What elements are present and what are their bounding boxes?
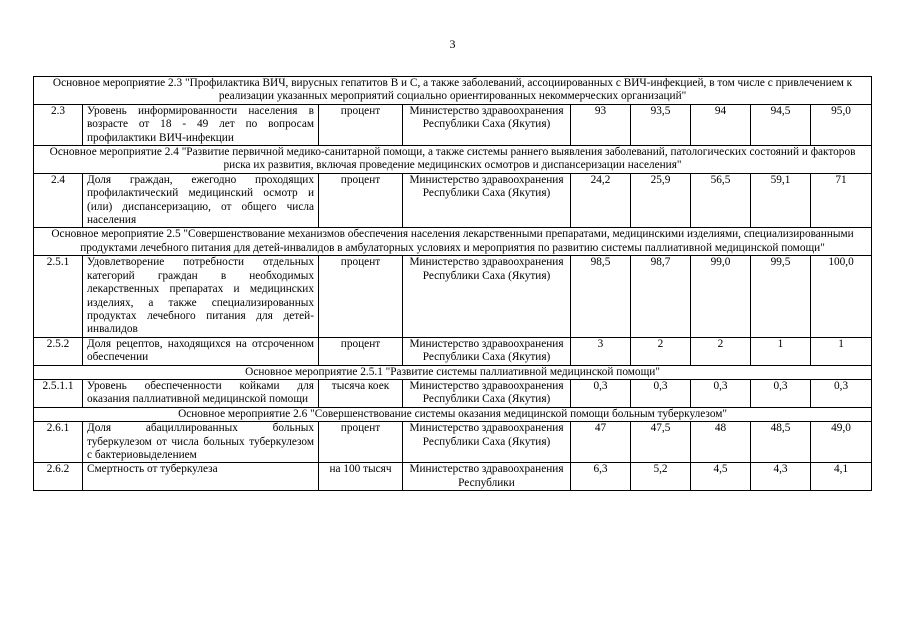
section-title: Основное мероприятие 2.5.1 "Развитие системы паллиативной медицинской помощи" (34, 365, 872, 379)
value-cell: 49,0 (811, 422, 872, 463)
executor: Министерство здравоохранения Республики (403, 463, 571, 491)
value-cell: 94 (691, 104, 751, 145)
executor: Министерство здравоохранения Республики Саха (Якутия) (403, 173, 571, 228)
unit-of-measure: тысяча коек (319, 379, 403, 407)
value-cell: 48 (691, 422, 751, 463)
section-title: Основное мероприятие 2.5 "Совершенствование механизмов обеспечения населения лекарственными препаратами, медицинскими изделиями, специализированными продуктами лечебного питания для детей-инвалидов в амбулаторных условиях и мероприятия по развитию системы паллиативной медицинской помощи" (34, 228, 872, 256)
value-cell: 0,3 (631, 379, 691, 407)
table-row (34, 379, 872, 407)
row-number: 2.6.1 (34, 422, 83, 463)
unit-of-measure: на 100 тысяч (319, 463, 403, 491)
value-cell: 6,3 (571, 463, 631, 491)
unit-of-measure: процент (319, 104, 403, 145)
indicator-name: Уровень обеспеченности койками для оказания паллиативной медицинской помощи (83, 379, 319, 407)
executor: Министерство здравоохранения Республики Саха (Якутия) (403, 379, 571, 407)
value-cell: 56,5 (691, 173, 751, 228)
section-row (34, 77, 872, 105)
row-number: 2.5.2 (34, 337, 83, 365)
value-cell: 2 (631, 337, 691, 365)
executor: Министерство здравоохранения Республики Саха (Якутия) (403, 256, 571, 337)
unit-of-measure: процент (319, 337, 403, 365)
value-cell: 98,5 (571, 256, 631, 337)
section-row (34, 407, 872, 421)
value-cell: 2 (691, 337, 751, 365)
indicator-name: Уровень информированности населения в возрасте от 18 - 49 лет по вопросам профилактики ВИЧ-инфекции (83, 104, 319, 145)
row-number: 2.5.1 (34, 256, 83, 337)
value-cell: 47 (571, 422, 631, 463)
value-cell: 3 (571, 337, 631, 365)
value-cell: 100,0 (811, 256, 872, 337)
unit-of-measure: процент (319, 422, 403, 463)
value-cell: 4,3 (751, 463, 811, 491)
section-title: Основное мероприятие 2.4 "Развитие первичной медико-санитарной помощи, а также системы раннего выявления заболеваний, патологических состояний и факторов риска их развития, включая проведение медицинских осмотров и диспансеризации населения" (34, 146, 872, 174)
value-cell: 98,7 (631, 256, 691, 337)
indicator-name: Смертность от туберкулеза (83, 463, 319, 491)
value-cell: 0,3 (811, 379, 872, 407)
value-cell: 95,0 (811, 104, 872, 145)
executor: Министерство здравоохранения Республики Саха (Якутия) (403, 422, 571, 463)
indicator-name: Доля рецептов, находящихся на отсроченном обеспечении (83, 337, 319, 365)
table-row (34, 256, 872, 337)
table-row (34, 173, 872, 228)
table-row (34, 104, 872, 145)
value-cell: 1 (751, 337, 811, 365)
value-cell: 59,1 (751, 173, 811, 228)
table-row (34, 337, 872, 365)
value-cell: 93 (571, 104, 631, 145)
row-number: 2.6.2 (34, 463, 83, 491)
row-number: 2.4 (34, 173, 83, 228)
value-cell: 99,5 (751, 256, 811, 337)
value-cell: 4,1 (811, 463, 872, 491)
row-number: 2.3 (34, 104, 83, 145)
indicator-name: Удовлетворение потребности отдельных категорий граждан в необходимых лекарственных препаратах и медицинских изделиях, а также специализированных продуктах лечебного питания для детей-инвалидов (83, 256, 319, 337)
value-cell: 1 (811, 337, 872, 365)
value-cell: 5,2 (631, 463, 691, 491)
value-cell: 4,5 (691, 463, 751, 491)
unit-of-measure: процент (319, 256, 403, 337)
section-row (34, 365, 872, 379)
unit-of-measure: процент (319, 173, 403, 228)
value-cell: 24,2 (571, 173, 631, 228)
value-cell: 94,5 (751, 104, 811, 145)
indicator-name: Доля граждан, ежегодно проходящих профилактический медицинский осмотр и (или) диспансеризацию, от общего числа населения (83, 173, 319, 228)
indicator-name: Доля абациллированных больных туберкулезом от числа больных туберкулезом с бактериовыделением (83, 422, 319, 463)
table-row (34, 463, 872, 491)
table-row (34, 422, 872, 463)
value-cell: 99,0 (691, 256, 751, 337)
value-cell: 48,5 (751, 422, 811, 463)
page-number: 3 (449, 37, 456, 51)
section-row (34, 228, 872, 256)
value-cell: 71 (811, 173, 872, 228)
row-number: 2.5.1.1 (34, 379, 83, 407)
value-cell: 0,3 (571, 379, 631, 407)
indicators-table (33, 76, 872, 491)
executor: Министерство здравоохранения Республики Саха (Якутия) (403, 337, 571, 365)
value-cell: 0,3 (751, 379, 811, 407)
section-title: Основное мероприятие 2.3 "Профилактика ВИЧ, вирусных гепатитов В и С, а также заболеваний, ассоциированных с ВИЧ-инфекцией, в том числе с привлечением к реализации указанных мероприятий социально ориентированных некоммерческих организаций" (34, 77, 872, 105)
value-cell: 0,3 (691, 379, 751, 407)
value-cell: 25,9 (631, 173, 691, 228)
section-title: Основное мероприятие 2.6 "Совершенствование системы оказания медицинской помощи больным туберкулезом" (34, 407, 872, 421)
section-row (34, 146, 872, 174)
value-cell: 93,5 (631, 104, 691, 145)
value-cell: 47,5 (631, 422, 691, 463)
executor: Министерство здравоохранения Республики Саха (Якутия) (403, 104, 571, 145)
